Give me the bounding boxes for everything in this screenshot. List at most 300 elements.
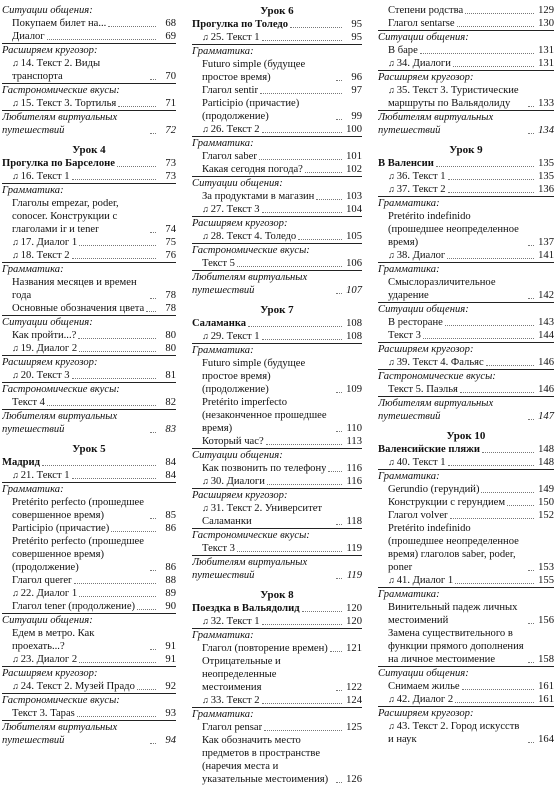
dot-leader: [118, 105, 156, 107]
toc-column-2: [192, 4, 362, 786]
lesson-heading: Урок 7: [260, 304, 294, 316]
page-number: 73: [165, 158, 176, 169]
entry-label: Валенсийские пляжи: [378, 444, 480, 455]
toc-entry[interactable]: [378, 627, 554, 666]
dot-leader: [528, 105, 534, 107]
section-heading: Грамматика:: [192, 136, 362, 150]
page-number: 137: [538, 237, 554, 248]
dot-leader: [336, 292, 342, 294]
dot-leader: [528, 569, 534, 571]
page-number: 135: [538, 171, 554, 182]
dot-leader: [72, 178, 156, 180]
dot-leader: [262, 211, 342, 213]
dot-leader: [262, 131, 342, 133]
entry-label: Основные обозначения цвета: [12, 303, 145, 314]
entry-label: Глагол sentir: [202, 85, 259, 96]
page-number: 131: [538, 58, 554, 69]
section-heading: Грамматика:: [378, 196, 554, 210]
toc-entry[interactable]: [378, 456, 554, 469]
lesson-title-entry[interactable]: [2, 456, 176, 469]
section-heading: Гастрономические вкусы:: [2, 83, 176, 97]
page-number: 82: [165, 397, 176, 408]
toc-entry[interactable]: [2, 170, 176, 183]
toc-entry[interactable]: [2, 535, 176, 574]
lesson-heading: Урок 6: [260, 5, 294, 17]
toc-entry[interactable]: [192, 163, 362, 176]
page-number: 146: [538, 357, 554, 368]
toc-entry[interactable]: [2, 574, 176, 587]
audio-entry-label: ♫ 41. Диалог 1: [388, 574, 453, 587]
dot-leader: [486, 364, 534, 366]
dot-leader: [150, 431, 156, 433]
entry-label: Степени родства: [388, 5, 464, 16]
entry-label: Глагол volver: [388, 510, 448, 521]
section-heading: Гастрономические вкусы:: [2, 693, 176, 707]
section-heading: Расширяем кругозор:: [378, 342, 554, 356]
toc-entry[interactable]: [192, 435, 362, 448]
entry-label: Pretérito perfecto (прошедшее совершенное время) (продолжение): [12, 536, 144, 573]
lesson-heading: Урок 9: [449, 144, 483, 156]
page-number: 91: [165, 641, 176, 652]
lesson-title-entry[interactable]: [2, 157, 176, 170]
toc-entry[interactable]: [2, 329, 176, 342]
page-number: 70: [165, 71, 176, 82]
entry-label: Любителям виртуальных путешествий: [192, 557, 308, 581]
dot-leader: [150, 297, 156, 299]
page-number: 108: [346, 331, 362, 342]
toc-entry[interactable]: [2, 236, 176, 249]
section-heading: Ситуации общения:: [378, 30, 554, 44]
page-number: 147: [538, 411, 554, 422]
toc-entry[interactable]: [2, 600, 176, 613]
page-number: 84: [165, 457, 176, 468]
toc-entry[interactable]: [378, 249, 554, 262]
toc-entry[interactable]: [2, 57, 176, 83]
entry-label: Покупаем билет на...: [12, 18, 107, 29]
toc-entry[interactable]: [192, 655, 362, 694]
page-number: 131: [538, 45, 554, 56]
dot-leader: [262, 623, 342, 625]
section-entry[interactable]: [2, 110, 176, 137]
audio-entry-label: ♫ 35. Текст 3. Туристические маршруты по Вальядолиду: [388, 84, 526, 110]
section-heading: Гастрономические вкусы:: [192, 243, 362, 257]
section-heading: Гастрономические вкусы:: [192, 528, 362, 542]
entry-label: Pretérito indefinido (прошедшее неопределенное время) глаголов saber, poder, poner: [388, 523, 519, 573]
lesson-title-entry[interactable]: [192, 317, 362, 330]
entry-label: Замена существительного в функции прямого дополнения на личное местоимение: [388, 628, 524, 665]
dot-leader: [305, 171, 342, 173]
toc-entry[interactable]: [192, 203, 362, 216]
page-number: 74: [165, 224, 176, 235]
entry-label: Саламанка: [192, 318, 247, 329]
audio-entry-label: ♫ 43. Текст 2. Город искусств и наук: [388, 720, 526, 746]
toc-entry[interactable]: [2, 469, 176, 482]
dot-leader: [74, 582, 156, 584]
dot-leader: [79, 595, 156, 597]
entry-label: Текст 3: [202, 543, 235, 554]
toc-entry[interactable]: [378, 680, 554, 693]
toc-entry[interactable]: [378, 496, 554, 509]
section-heading: Грамматика:: [378, 587, 554, 601]
toc-entry[interactable]: [2, 197, 176, 236]
page-number: 164: [538, 734, 554, 745]
dot-leader: [455, 701, 534, 703]
dot-leader: [528, 741, 534, 743]
toc-entry[interactable]: [2, 17, 176, 30]
page-number: 161: [538, 694, 554, 705]
toc-entry[interactable]: [2, 302, 176, 315]
lesson-title-entry[interactable]: [192, 602, 362, 615]
entry-label: Любителям виртуальных путешествий: [2, 112, 118, 136]
page-number: 76: [165, 250, 176, 261]
page-number: 68: [165, 18, 176, 29]
entry-label: Текст 5: [202, 258, 235, 269]
section-heading: Грамматика:: [2, 262, 176, 276]
toc-entry[interactable]: [192, 31, 362, 44]
page-number: 104: [346, 204, 362, 215]
page-number: 80: [165, 330, 176, 341]
toc-entry[interactable]: [192, 230, 362, 243]
dot-leader: [150, 648, 156, 650]
toc-entry[interactable]: [192, 502, 362, 528]
lesson-title-entry[interactable]: [378, 443, 554, 456]
page-number: 146: [538, 384, 554, 395]
toc-entry[interactable]: [378, 483, 554, 496]
page-number: 73: [165, 171, 176, 182]
entry-label: В Валенсии: [378, 158, 434, 169]
section-heading: Грамматика:: [378, 469, 554, 483]
section-heading: Расширяем кругозор:: [2, 355, 176, 369]
page-number: 88: [165, 575, 176, 586]
page-number: 85: [165, 510, 176, 521]
section-heading: Ситуации общения:: [2, 315, 176, 329]
dot-leader: [137, 688, 156, 690]
audio-entry-label: ♫ 27. Текст 3: [202, 203, 260, 216]
toc-entry[interactable]: [2, 680, 176, 693]
entry-label: Pretérito perfecto (прошедшее совершенное время): [12, 497, 144, 521]
toc-entry[interactable]: [192, 721, 362, 734]
entry-label: Едем в метро. Как проехать...?: [12, 628, 95, 652]
section-heading: Грамматика:: [2, 482, 176, 496]
dot-leader: [328, 470, 342, 472]
dot-leader: [150, 132, 156, 134]
toc-entry[interactable]: [192, 475, 362, 488]
toc-entry[interactable]: [192, 734, 362, 786]
page-number: 92: [165, 681, 176, 692]
audio-entry-label: ♫ 25. Текст 1: [202, 31, 260, 44]
page-number: 152: [538, 510, 554, 521]
page-number: 100: [346, 124, 362, 135]
page-number: 156: [538, 615, 554, 626]
entry-label: Participio (причастие): [12, 523, 110, 534]
toc-entry[interactable]: [378, 183, 554, 196]
page-number: 78: [165, 290, 176, 301]
page-number: 106: [346, 258, 362, 269]
toc-entry[interactable]: [192, 58, 362, 84]
entry-label: Gerundio (герундий): [388, 484, 480, 495]
toc-entry[interactable]: [192, 150, 362, 163]
section-heading: Ситуации общения:: [378, 302, 554, 316]
audio-entry-label: ♫ 28. Текст 4. Толедо: [202, 230, 296, 243]
page-number: 121: [346, 643, 362, 654]
entry-label: Текст 5. Паэлья: [388, 384, 458, 395]
toc-entry[interactable]: [192, 642, 362, 655]
lesson-heading: Урок 8: [260, 589, 294, 601]
toc-entry[interactable]: [2, 97, 176, 110]
dot-leader: [248, 325, 342, 327]
toc-entry[interactable]: [378, 383, 554, 396]
page-number: 75: [165, 237, 176, 248]
dot-leader: [262, 39, 342, 41]
toc-entry[interactable]: [192, 615, 362, 628]
page-number: 125: [346, 722, 362, 733]
dot-leader: [336, 118, 342, 120]
audio-entry-label: ♫ 33. Текст 2: [202, 694, 260, 707]
dot-leader: [237, 265, 342, 267]
page-number: 93: [165, 708, 176, 719]
lesson-title-entry[interactable]: [192, 18, 362, 31]
page-number: 118: [346, 516, 362, 527]
toc-entry[interactable]: [192, 123, 362, 136]
audio-entry-label: ♫ 32. Текст 1: [202, 615, 260, 628]
dot-leader: [137, 608, 156, 610]
toc-entry[interactable]: [378, 210, 554, 249]
toc-entry[interactable]: [378, 170, 554, 183]
toc-entry[interactable]: [2, 396, 176, 409]
dot-leader: [462, 688, 534, 690]
section-heading: Гастрономические вкусы:: [2, 382, 176, 396]
toc-entry[interactable]: [378, 17, 554, 30]
dot-leader: [336, 523, 342, 525]
audio-entry-label: ♫ 17. Диалог 1: [12, 236, 77, 249]
dot-leader: [330, 650, 342, 652]
dot-leader: [146, 310, 156, 312]
section-heading: Грамматика:: [192, 44, 362, 58]
page-number: 153: [538, 562, 554, 573]
entry-label: Pretérito indefinido (прошедшее неопределенное время): [388, 211, 519, 248]
entry-label: Любителям виртуальных путешествий: [2, 722, 118, 746]
toc-entry[interactable]: [2, 627, 176, 653]
audio-entry-label: ♫ 31. Текст 2. Университет Саламанки: [202, 502, 334, 528]
toc-entry[interactable]: [2, 653, 176, 666]
toc-entry[interactable]: [2, 30, 176, 43]
dot-leader: [528, 244, 534, 246]
entry-label: Текст 3: [388, 330, 421, 341]
toc-entry[interactable]: [192, 694, 362, 707]
toc-entry[interactable]: [192, 257, 362, 270]
section-heading: Расширяем кругозор:: [2, 666, 176, 680]
page-number: 141: [538, 250, 554, 261]
audio-entry-label: ♫ 15. Текст 3. Тортилья: [12, 97, 116, 110]
page-number: 161: [538, 681, 554, 692]
toc-entry[interactable]: [378, 84, 554, 110]
toc-entry[interactable]: [378, 276, 554, 302]
audio-entry-label: ♫ 34. Диалоги: [388, 57, 451, 70]
toc-entry[interactable]: [2, 276, 176, 302]
entry-label: Глагол tener (продолжение): [12, 601, 136, 612]
section-heading: Грамматика:: [192, 707, 362, 721]
page-number: 110: [346, 423, 362, 434]
toc-entry[interactable]: [2, 522, 176, 535]
dot-leader: [423, 337, 534, 339]
audio-entry-label: ♫ 37. Текст 2: [388, 183, 446, 196]
entry-label: Прогулка по Барселоне: [2, 158, 115, 169]
audio-entry-label: ♫ 40. Текст 1: [388, 456, 446, 469]
toc-entry[interactable]: [192, 542, 362, 555]
dot-leader: [262, 702, 342, 704]
toc-entry[interactable]: [2, 587, 176, 600]
toc-entry[interactable]: [2, 496, 176, 522]
dot-leader: [111, 530, 156, 532]
dot-leader: [42, 464, 156, 466]
page-number: 126: [346, 774, 362, 785]
section-entry[interactable]: [192, 555, 362, 582]
page-number: 113: [346, 436, 362, 447]
dot-leader: [117, 165, 156, 167]
toc-entry[interactable]: [192, 357, 362, 396]
toc-entry[interactable]: [192, 396, 362, 435]
toc-entry[interactable]: [2, 342, 176, 355]
dot-leader: [445, 324, 534, 326]
dot-leader: [460, 391, 534, 393]
toc-entry[interactable]: [2, 707, 176, 720]
page-number: 133: [538, 98, 554, 109]
entry-label: Как обозначить место предметов в пространстве (наречия места и указательные местоимения): [202, 735, 329, 785]
page-number: 80: [165, 343, 176, 354]
entry-label: Конструкции с герундием: [388, 497, 506, 508]
page-number: 148: [538, 444, 554, 455]
toc-entry[interactable]: [378, 693, 554, 706]
toc-entry[interactable]: [378, 720, 554, 746]
page-number: 71: [165, 98, 176, 109]
toc-entry[interactable]: [192, 330, 362, 343]
toc-entry[interactable]: [192, 462, 362, 475]
entry-label: Винительный падеж личных местоимений: [388, 602, 518, 626]
dot-leader: [528, 132, 534, 134]
toc-column-1: [2, 4, 176, 747]
page-number: 86: [165, 562, 176, 573]
dot-leader: [79, 350, 156, 352]
audio-entry-label: ♫ 16. Текст 1: [12, 170, 70, 183]
lesson-heading: Урок 5: [72, 443, 106, 455]
toc-entry[interactable]: [378, 57, 554, 70]
section-heading: Грамматика:: [2, 183, 176, 197]
section-entry[interactable]: [2, 409, 176, 436]
dot-leader: [264, 729, 342, 731]
toc-entry[interactable]: [378, 356, 554, 369]
toc-entry[interactable]: [192, 97, 362, 123]
toc-entry[interactable]: [2, 249, 176, 262]
dot-leader: [78, 337, 156, 339]
dot-leader: [302, 610, 342, 612]
entry-label: Текст 4: [12, 397, 45, 408]
page-number: 150: [538, 497, 554, 508]
dot-leader: [150, 231, 156, 233]
dot-leader: [436, 165, 534, 167]
lesson-heading: Урок 10: [446, 430, 486, 442]
entry-label: Текст 3. Tapas: [12, 708, 75, 719]
section-entry[interactable]: [192, 270, 362, 297]
section-entry[interactable]: [2, 720, 176, 747]
dot-leader: [336, 689, 342, 691]
section-heading: Расширяем кругозор:: [2, 43, 176, 57]
toc-entry[interactable]: [378, 509, 554, 522]
toc-entry[interactable]: [378, 601, 554, 627]
toc-entry[interactable]: [378, 522, 554, 574]
dot-leader: [150, 517, 156, 519]
dot-leader: [528, 622, 534, 624]
toc-entry[interactable]: [192, 190, 362, 203]
entry-label: Поездка в Вальядолид: [192, 603, 300, 614]
lesson-title-entry[interactable]: [378, 157, 554, 170]
entry-label: Participio (причастие) (продолжение): [202, 98, 300, 122]
audio-entry-label: ♫ 29. Текст 1: [202, 330, 260, 343]
lesson-heading: Урок 4: [72, 144, 106, 156]
audio-entry-label: ♫ 42. Диалог 2: [388, 693, 453, 706]
section-heading: Грамматика:: [378, 262, 554, 276]
page-number: 136: [538, 184, 554, 195]
audio-entry-label: ♫ 30. Диалоги: [202, 475, 265, 488]
entry-label: Глаголы empezar, poder, conocer. Конструкции с глаголами ir и tener: [12, 198, 119, 235]
entry-label: Диалог: [12, 31, 45, 42]
page-number: 124: [346, 695, 362, 706]
entry-label: Pretérito imperfecto (незаконченное прошедшее время): [202, 397, 327, 434]
entry-label: Любителям виртуальных путешествий: [192, 272, 308, 296]
dot-leader: [420, 52, 534, 54]
page-number: 130: [538, 18, 554, 29]
page-number: 105: [346, 231, 362, 242]
section-heading: Расширяем кругозор:: [192, 216, 362, 230]
dot-leader: [453, 65, 534, 67]
toc-entry[interactable]: [192, 84, 362, 97]
audio-entry-label: ♫ 23. Диалог 2: [12, 653, 77, 666]
entry-label: Мадрид: [2, 457, 41, 468]
dot-leader: [259, 158, 342, 160]
section-entry[interactable]: [378, 110, 554, 137]
page-number: 84: [165, 470, 176, 481]
page-number: 101: [346, 151, 362, 162]
page-number: 107: [346, 285, 362, 296]
toc-entry[interactable]: [378, 329, 554, 342]
section-heading: Ситуации общения:: [192, 448, 362, 462]
dot-leader: [336, 577, 342, 579]
toc-entry[interactable]: [378, 574, 554, 587]
entry-label: В баре: [388, 45, 418, 56]
page-number: 122: [346, 682, 362, 693]
toc-entry[interactable]: [378, 316, 554, 329]
dot-leader: [79, 661, 156, 663]
dot-leader: [457, 25, 534, 27]
entry-label: Глагол sentarse: [388, 18, 455, 29]
audio-entry-label: ♫ 36. Текст 1: [388, 170, 446, 183]
dot-leader: [482, 451, 534, 453]
toc-entry[interactable]: [378, 4, 554, 17]
dot-leader: [448, 464, 534, 466]
entry-label: Глагол (повторение времен): [202, 643, 328, 654]
page-number: 120: [346, 616, 362, 627]
section-entry[interactable]: [378, 396, 554, 423]
entry-label: Который час?: [202, 436, 264, 447]
toc-entry[interactable]: [2, 369, 176, 382]
section-heading: Расширяем кругозор:: [378, 706, 554, 720]
toc-entry[interactable]: [378, 44, 554, 57]
page-number: 135: [538, 158, 554, 169]
entry-label: Снимаем жилье: [388, 681, 460, 692]
page-number: 148: [538, 457, 554, 468]
dot-leader: [150, 742, 156, 744]
audio-entry-label: ♫ 38. Диалог: [388, 249, 445, 262]
page-number: 144: [538, 330, 554, 341]
